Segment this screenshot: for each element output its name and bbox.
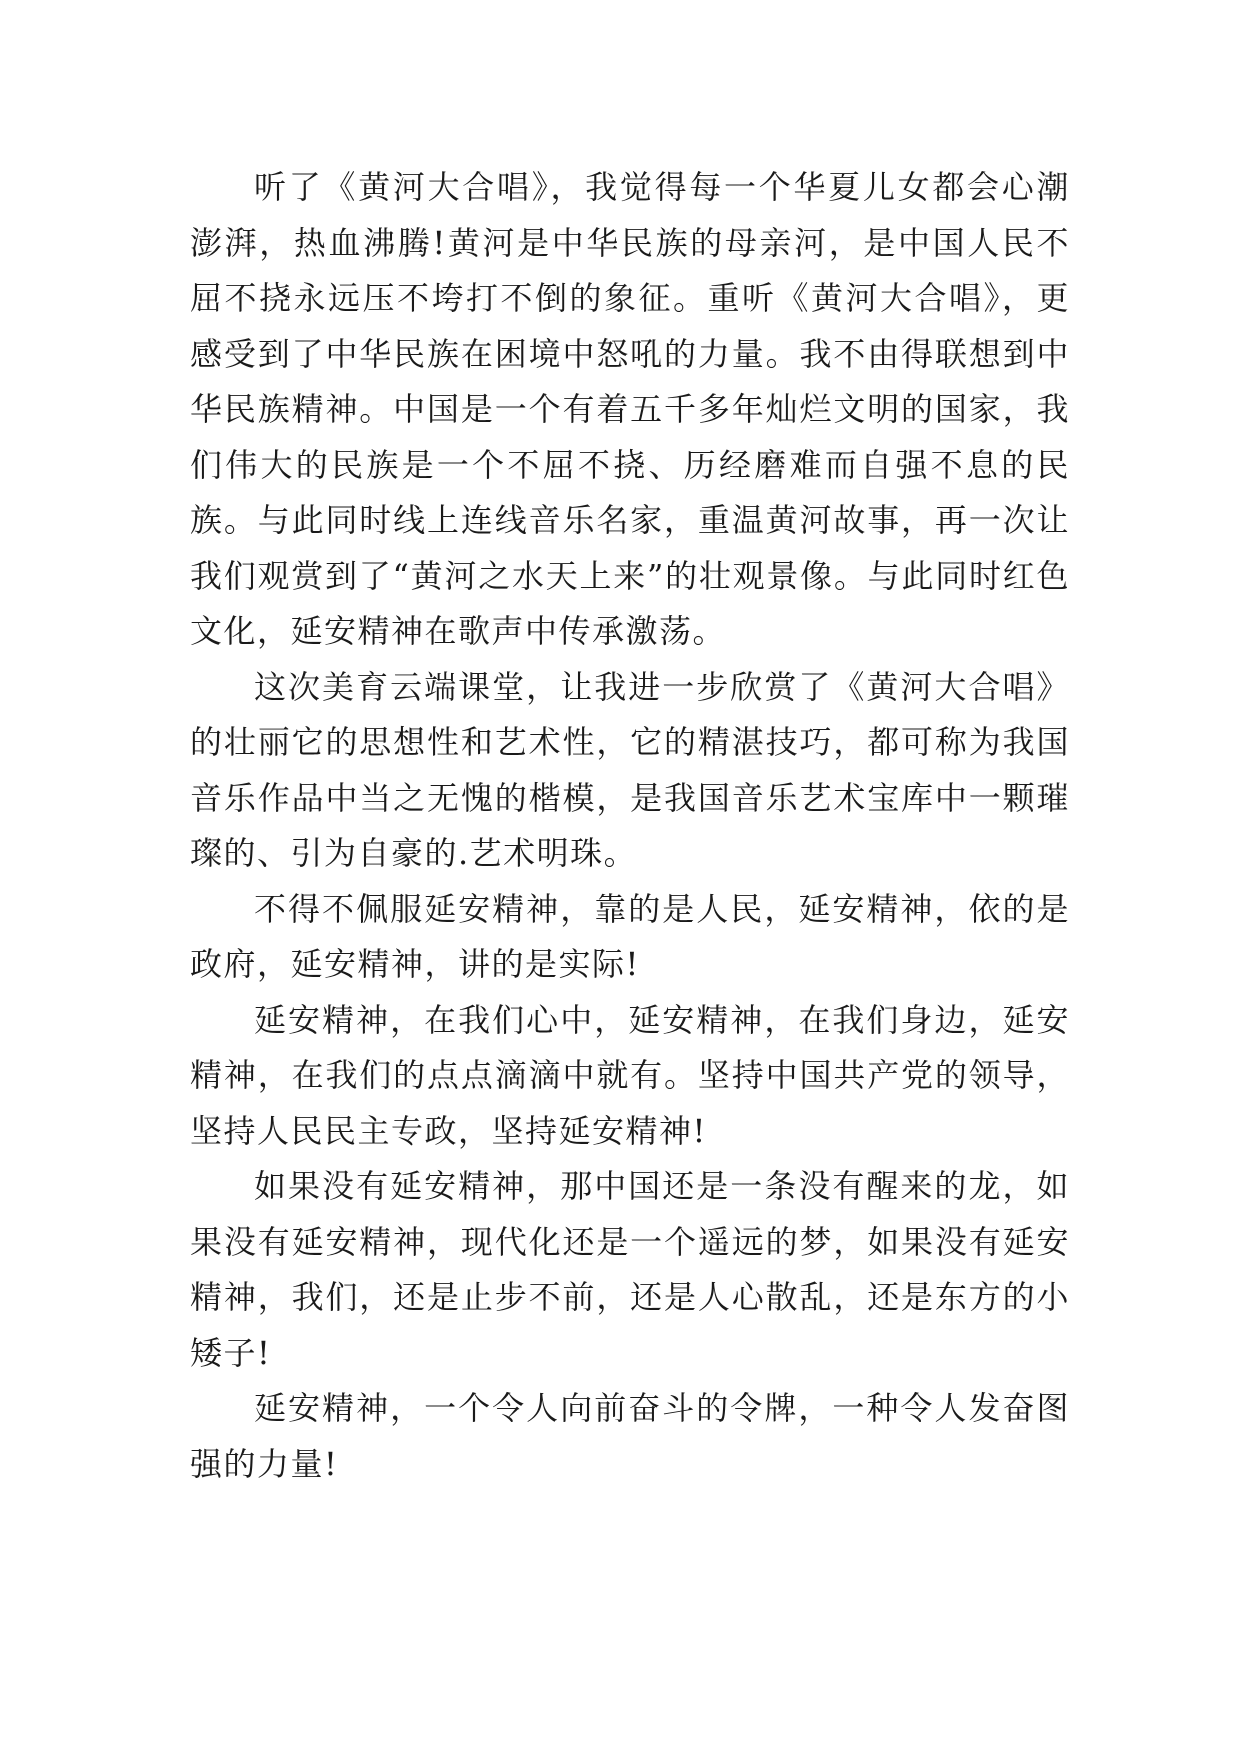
paragraph-6: 延安精神，一个令人向前奋斗的令牌，一种令人发奋图强的力量! (190, 1389, 1070, 1483)
paragraph-5: 如果没有延安精神，那中国还是一条没有醒来的龙，如果没有延安精神，现代化还是一个遥远的梦，如果没有延安精神，我们，还是止步不前，还是人心散乱，还是东方的小矮子! (190, 1167, 1070, 1372)
paragraph-4: 延安精神，在我们心中，延安精神，在我们身边，延安精神，在我们的点点滴滴中就有。坚持中国共产党的领导，坚持人民民主专政，坚持延安精神! (190, 1000, 1070, 1150)
paragraph-1: 听了《黄河大合唱》，我觉得每一个华夏儿女都会心潮澎湃，热血沸腾!黄河是中华民族的母亲河，是中国人民不屈不挠永远压不垮打不倒的象征。重听《黄河大合唱》，更感受到了中华民族在困境中怒吼的力量。我不由得联想到中华民族精神。中国是一个有着五千多年灿烂文明的国家，我们伟大的民族是一个不屈不挠、历经磨难而自强不息的民族。与此同时线上连线音乐名家，重温黄河故事，再一次让我们观赏到了“黄河之水天上来”的壮观景像。与此同时红色文化，延安精神在歌声中传承激荡。 (190, 168, 1070, 650)
paragraph-2: 这次美育云端课堂，让我进一步欣赏了《黄河大合唱》的壮丽它的思想性和艺术性，它的精湛技巧，都可称为我国音乐作品中当之无愧的楷模，是我国音乐艺术宝库中一颗璀璨的、引为自豪的.艺术明珠。 (190, 667, 1070, 872)
paragraph-3: 不得不佩服延安精神，靠的是人民，延安精神，依的是政府，延安精神，讲的是实际! (190, 889, 1070, 983)
document-body (190, 160, 1070, 1492)
